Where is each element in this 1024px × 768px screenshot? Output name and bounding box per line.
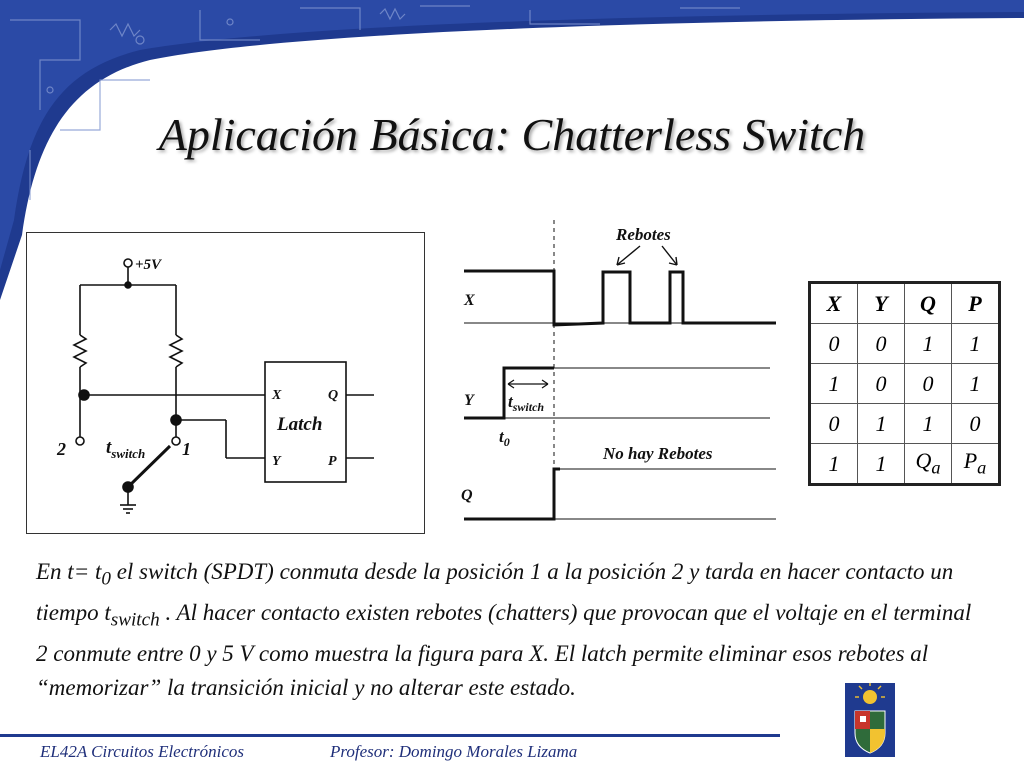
caption-part-2: el switch (SPDT) conmuta desde la posición 1 a la posición 2 y tarda en hacer contacto un tiempo t xyxy=(36,559,954,626)
caption-part-3: . Al hacer contacto existen rebotes (chatters) que provocan que el voltaje en el terminal 2 conmute entre 0 y 5 V como muestra la figura para X. El latch permite eliminar esos rebotes al “memorizar” la transición inicial y no alterar este estado. xyxy=(36,600,972,700)
rebotes-label: Rebotes xyxy=(616,225,671,244)
header-y: Y xyxy=(858,283,905,324)
latch-pin-y: Y xyxy=(272,454,281,469)
table-cell: 1 xyxy=(952,324,1000,364)
table-cell: 1 xyxy=(810,444,858,485)
switch-tswitch-label: $t_{switch}$ xyxy=(106,437,146,461)
table-cell: 0 xyxy=(858,324,905,364)
latch-pin-p: P xyxy=(328,454,337,469)
switch-pos-1: 1 xyxy=(182,439,191,459)
footer-professor: Profesor: Domingo Morales Lizama xyxy=(330,742,578,761)
truth-table-header-row xyxy=(810,283,1000,324)
table-cell-pa xyxy=(952,444,1000,485)
table-cell: 0 xyxy=(810,404,858,444)
circuit-schematic xyxy=(74,259,374,513)
table-cell: 0 xyxy=(810,324,858,364)
caption-sub-t0: 0 xyxy=(101,568,111,590)
truth-table xyxy=(808,281,1001,486)
explanation-text xyxy=(36,555,976,704)
qa-base: Q xyxy=(915,448,932,474)
table-cell: 1 xyxy=(952,364,1000,404)
table-cell: 1 xyxy=(810,364,858,404)
table-cell: 0 xyxy=(952,404,1000,444)
footer-divider xyxy=(0,734,780,737)
pa-subscript: a xyxy=(977,457,987,478)
latch-pin-q: Q xyxy=(328,388,339,403)
caption-sub-switch: switch xyxy=(110,609,160,631)
qa-subscript: a xyxy=(931,457,941,478)
table-row xyxy=(810,444,1000,485)
switch-pos-2: 2 xyxy=(57,439,66,459)
header-q: Q xyxy=(905,283,952,324)
table-row xyxy=(810,404,1000,444)
signal-y-label: Y xyxy=(464,392,474,409)
table-cell: 0 xyxy=(905,364,952,404)
pa-base: P xyxy=(963,448,978,474)
q-waveform xyxy=(464,469,560,519)
timing-tswitch-label: $t_{switch}$ xyxy=(508,392,545,414)
table-cell: 1 xyxy=(905,324,952,364)
page-title: Aplicación Básica: Chatterless Switch xyxy=(158,109,866,160)
table-cell: 0 xyxy=(858,364,905,404)
latch-label: Latch xyxy=(277,414,323,435)
university-crest-icon xyxy=(845,683,895,757)
timing-diagram xyxy=(464,220,776,520)
caption-part-1: En t= t xyxy=(36,559,102,584)
footer-course: EL42A Circuitos Electrónicos xyxy=(40,742,244,761)
table-cell: 1 xyxy=(858,444,905,485)
latch-pin-x: X xyxy=(272,388,282,403)
header-p: P xyxy=(952,283,1000,324)
table-cell: 1 xyxy=(858,404,905,444)
header-x: X xyxy=(810,283,858,324)
signal-q-label: Q xyxy=(461,487,473,504)
table-cell: 1 xyxy=(905,404,952,444)
table-cell-qa xyxy=(905,444,952,485)
x-waveform xyxy=(464,271,776,325)
supply-label: +5V xyxy=(135,257,162,273)
no-rebotes-label: No hay Rebotes xyxy=(603,444,713,463)
signal-x-label: X xyxy=(464,292,475,309)
table-row xyxy=(810,364,1000,404)
t0-label: $t_0$ xyxy=(499,427,510,449)
table-row xyxy=(810,324,1000,364)
